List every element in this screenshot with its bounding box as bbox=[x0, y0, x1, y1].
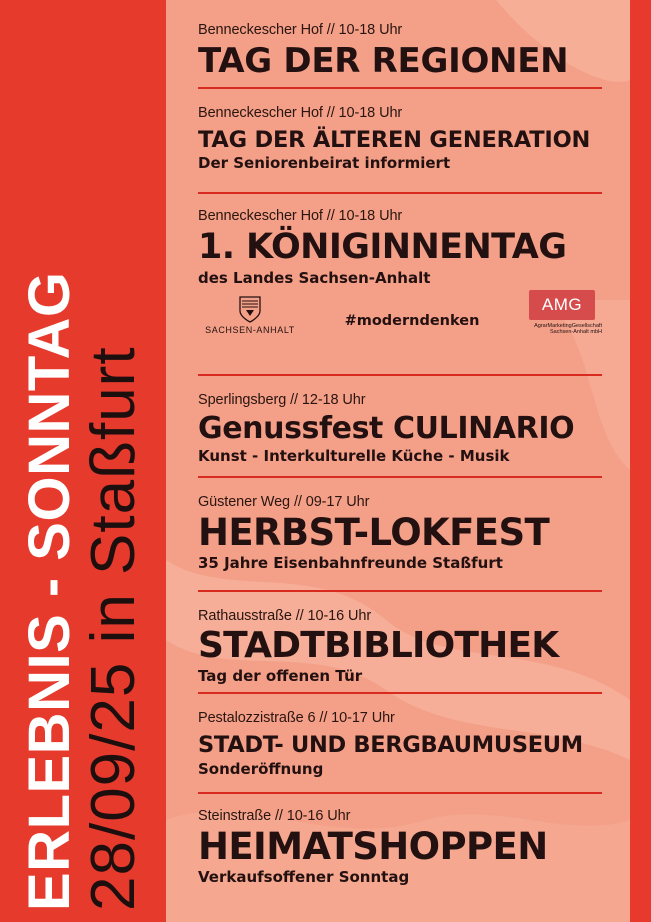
event-location: Rathausstraße // 10-16 Uhr bbox=[198, 608, 372, 624]
event-item bbox=[198, 478, 602, 592]
event-location: Benneckescher Hof // 10-18 Uhr bbox=[198, 208, 403, 224]
event-subtitle: 35 Jahre Eisenbahnfreunde Staßfurt bbox=[198, 554, 503, 572]
amg-badge: AMG bbox=[529, 290, 595, 320]
event-location: Sperlingsberg // 12-18 Uhr bbox=[198, 392, 366, 408]
event-title: 1. KÖNIGINNENTAG bbox=[198, 227, 567, 267]
event-location: Pestalozzistraße 6 // 10-17 Uhr bbox=[198, 710, 395, 726]
event-subtitle: des Landes Sachsen-Anhalt bbox=[198, 269, 431, 287]
event-location: Benneckescher Hof // 10-18 Uhr bbox=[198, 105, 403, 121]
event-item bbox=[198, 14, 602, 89]
event-date-label: 28/09/25 in Staßfurt bbox=[79, 346, 148, 911]
coat-of-arms-icon bbox=[238, 295, 262, 323]
event-item bbox=[198, 89, 602, 194]
event-item bbox=[198, 694, 602, 794]
side-banner bbox=[0, 0, 166, 922]
event-item bbox=[198, 376, 602, 478]
sachsen-anhalt-logo bbox=[198, 295, 302, 335]
event-title: STADTBIBLIOTHEK bbox=[198, 625, 559, 666]
event-title: TAG DER ÄLTEREN GENERATION bbox=[198, 127, 591, 153]
event-location: Benneckescher Hof // 10-18 Uhr bbox=[198, 22, 403, 38]
event-subtitle: Kunst - Interkulturelle Küche - Musik bbox=[198, 447, 510, 465]
sachsen-anhalt-label: SACHSEN-ANHALT bbox=[205, 325, 295, 335]
event-title: HEIMATSHOPPEN bbox=[198, 825, 548, 868]
event-name-label: ERLEBNIS - SONNTAG bbox=[17, 271, 82, 911]
event-list bbox=[198, 14, 602, 904]
sponsor-logos bbox=[198, 287, 602, 345]
event-subtitle: Tag der offenen Tür bbox=[198, 667, 363, 685]
event-location: Güstener Weg // 09-17 Uhr bbox=[198, 494, 370, 510]
event-subtitle: Sonderöffnung bbox=[198, 759, 324, 778]
event-item bbox=[198, 794, 602, 904]
event-subtitle: Der Seniorenbeirat informiert bbox=[198, 153, 451, 172]
right-edge-strip bbox=[630, 0, 651, 922]
amg-logo bbox=[522, 290, 602, 335]
events-panel bbox=[166, 0, 630, 922]
event-title: STADT- UND BERGBAUMUSEUM bbox=[198, 732, 583, 758]
amg-small-line1: AgrarMarketingGesellschaft bbox=[534, 323, 602, 329]
event-title: HERBST-LOKFEST bbox=[198, 511, 550, 554]
hashtag-label: #moderndenken bbox=[344, 313, 480, 329]
event-title: TAG DER REGIONEN bbox=[198, 41, 569, 81]
event-title: Genussfest CULINARIO bbox=[198, 411, 575, 446]
event-item bbox=[198, 194, 602, 376]
vertical-title bbox=[19, 11, 147, 911]
amg-small-line2: Sachsen-Anhalt mbH bbox=[550, 329, 602, 335]
event-location: Steinstraße // 10-16 Uhr bbox=[198, 808, 351, 824]
event-subtitle: Verkaufsoffener Sonntag bbox=[198, 868, 410, 886]
event-item bbox=[198, 592, 602, 694]
